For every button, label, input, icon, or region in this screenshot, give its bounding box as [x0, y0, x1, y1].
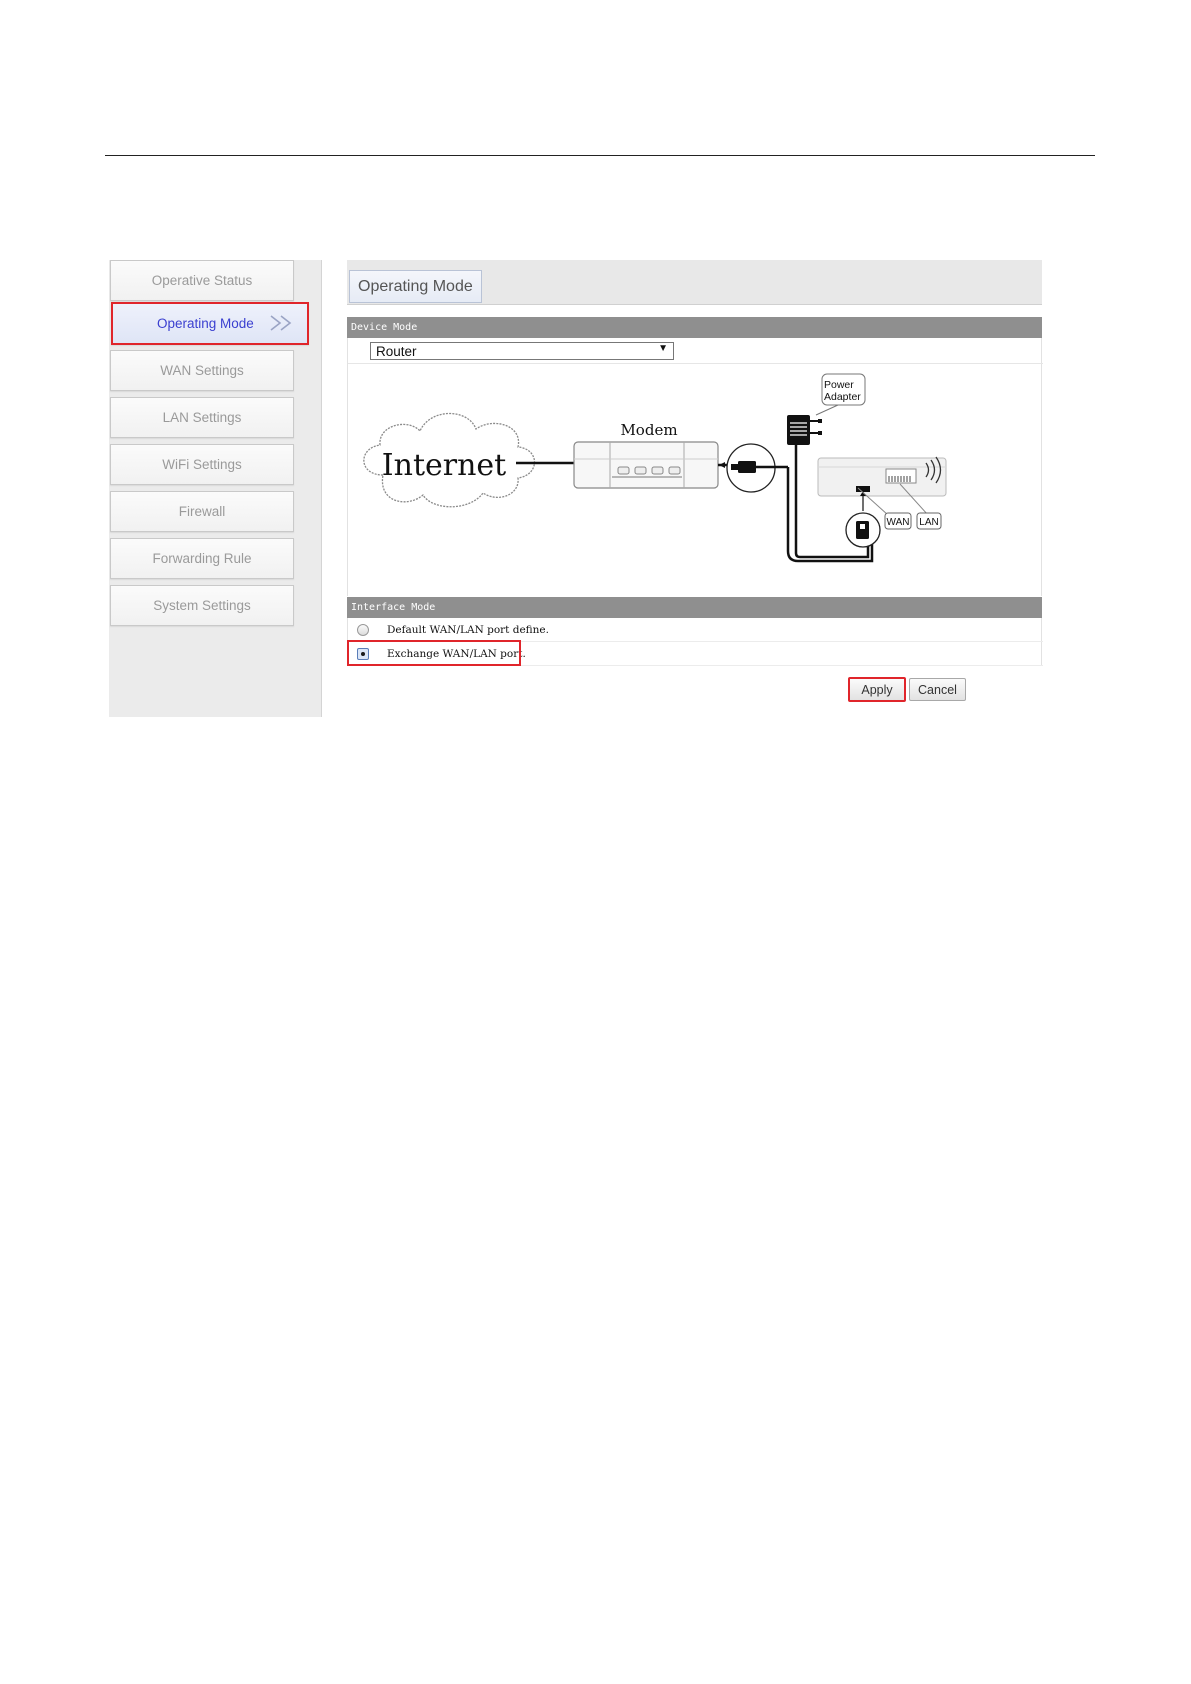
device-mode-select[interactable] [370, 342, 674, 360]
interface-option-default[interactable] [348, 618, 1043, 642]
sidebar-nav [109, 260, 322, 717]
interface-mode-panel [347, 618, 1042, 666]
sidebar-item-wan-settings[interactable] [110, 350, 294, 391]
sidebar-item-label: WiFi Settings [162, 457, 242, 472]
dropdown-caret-icon: ▼ [658, 343, 668, 354]
radio-label: Default WAN/LAN port define. [387, 623, 549, 636]
exchange-wan-lan-radio[interactable] [357, 648, 369, 660]
modem-label: Modem [620, 421, 678, 439]
internet-label: Internet [381, 448, 507, 483]
wan-label: WAN [886, 517, 910, 528]
sidebar-item-label: LAN Settings [162, 410, 242, 425]
title-bar [347, 260, 1042, 305]
lan-label: LAN [919, 517, 939, 528]
sidebar-item-label: Forwarding Rule [152, 551, 252, 566]
default-wan-lan-radio[interactable] [357, 624, 369, 636]
sidebar-item-wifi-settings[interactable] [110, 444, 294, 485]
ethernet-plug-icon [727, 444, 788, 492]
device-mode-selected-value: Router [376, 343, 417, 359]
power-label-line1: Power [824, 379, 854, 391]
main-content [347, 260, 1042, 717]
radio-label: Exchange WAN/LAN port. [387, 647, 526, 660]
modem-icon [574, 421, 718, 488]
sidebar-item-label: Firewall [178, 504, 226, 519]
sidebar-item-operative-status[interactable] [110, 260, 294, 301]
sidebar-item-label: Operative Status [151, 273, 253, 288]
sidebar-item-label: WAN Settings [160, 363, 244, 378]
device-mode-panel [347, 338, 1042, 596]
apply-button[interactable]: Apply [848, 677, 906, 702]
page-top-rule [105, 155, 1095, 156]
sidebar-item-forwarding-rule[interactable] [110, 538, 294, 579]
cancel-button[interactable]: Cancel [909, 678, 966, 701]
sidebar-item-system-settings[interactable] [110, 585, 294, 626]
router-device-icon [818, 457, 946, 547]
device-mode-header: Device Mode [347, 317, 1042, 338]
network-topology-diagram [348, 363, 1043, 596]
power-label-line2: Adapter [824, 391, 861, 403]
interface-mode-header: Interface Mode [347, 597, 1042, 618]
sidebar-item-operating-mode[interactable] [111, 302, 309, 345]
sidebar-item-label: System Settings [153, 598, 251, 613]
internet-cloud-icon [364, 413, 535, 506]
router-admin-screenshot [109, 260, 1042, 717]
sidebar-item-label: Operating Mode [157, 316, 254, 331]
page-title: Operating Mode [349, 270, 482, 303]
sidebar-item-firewall[interactable] [110, 491, 294, 532]
double-chevron-right-icon [269, 313, 295, 333]
interface-option-exchange[interactable] [348, 642, 1043, 666]
sidebar-item-lan-settings[interactable] [110, 397, 294, 438]
